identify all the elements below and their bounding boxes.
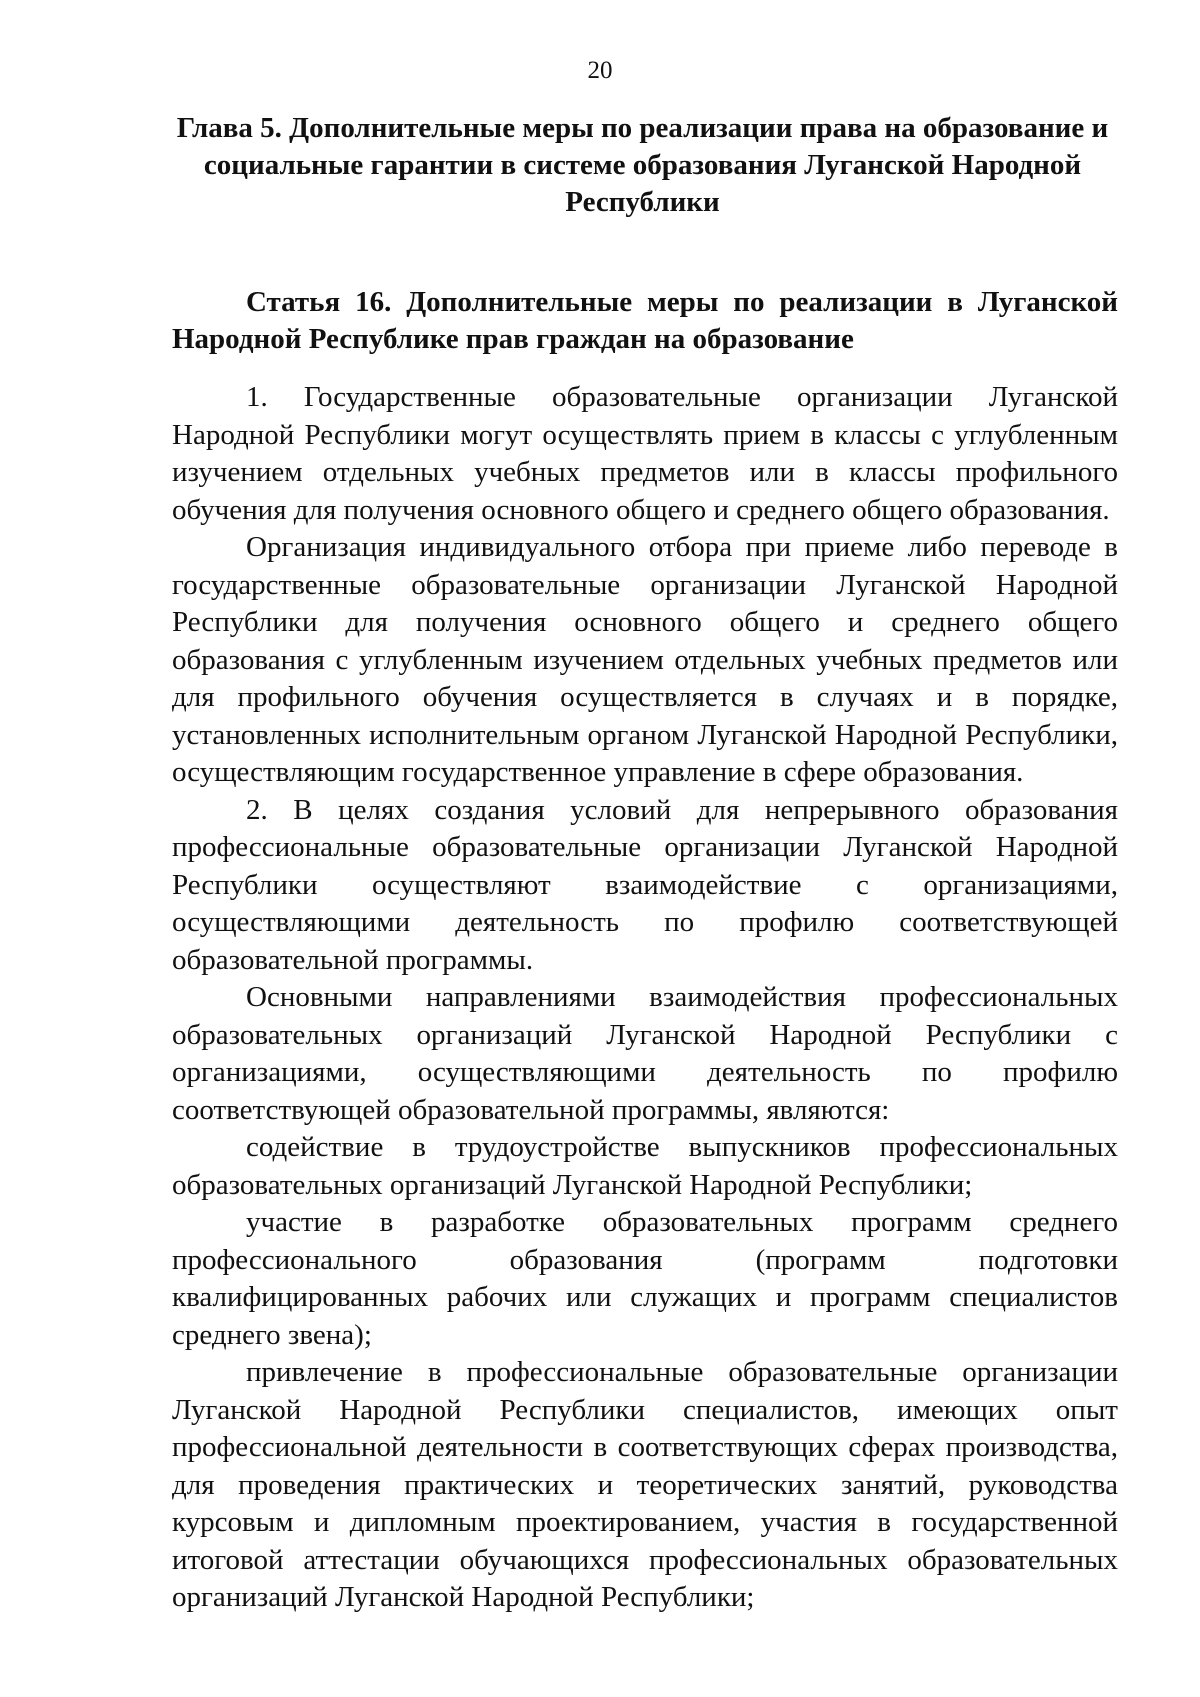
paragraph-6: участие в разработке образовательных программ среднего профессионального образования (программ подготовки квалифицированных рабочих или служащих и программ специалистов среднего звена); bbox=[172, 1206, 1118, 1351]
page-number: 20 bbox=[587, 57, 613, 84]
chapter-title: Глава 5. Дополнительные меры по реализации права на образование и социальные гарантии в системе образования Луганской Народной Республики bbox=[176, 112, 1109, 218]
paragraph-2: Организация индивидуального отбора при приеме либо переводе в государственные образовательные организации Луганской Народной Республики для получения основного общего и среднего общего образования с углубленным изучением отдельных учебных предметов или для профильного обучения осуществляется в случаях и в порядке, установленных исполнительным органом Луганской Народной Республики, осуществляющим государственное управление в сфере образования. bbox=[172, 531, 1118, 788]
paragraph-7: привлечение в профессиональные образовательные организации Луганской Народной Республики специалистов, имеющих опыт профессиональной деятельности в соответствующих сферах производства, для проведения практических и теоретических занятий, руководства курсовым и дипломным проектированием, участия в государственной итоговой аттестации обучающихся профессиональных образовательных организаций Луганской Народной Республики; bbox=[172, 1356, 1118, 1613]
paragraph-3: 2. В целях создания условий для непрерывного образования профессиональные образовательные организации Луганской Народной Республики осуществляют взаимодействие с организациями, осуществляющими деятельность по профилю соответствующей образовательной программы. bbox=[172, 793, 1118, 976]
paragraph-1: 1. Государственные образовательные организации Луганской Народной Республики могут осуществлять прием в классы с углубленным изучением отдельных учебных предметов или в классы профильного обучения для получения основного общего и среднего общего образования. bbox=[172, 381, 1118, 526]
paragraph-5: содействие в трудоустройстве выпускников профессиональных образовательных организаций Луганской Народной Республики; bbox=[172, 1131, 1118, 1201]
article-body bbox=[172, 379, 1118, 1617]
article-title: Статья 16. Дополнительные меры по реализации в Луганской Народной Республике прав граждан на образование bbox=[172, 286, 1118, 355]
paragraph-4: Основными направлениями взаимодействия профессиональных образовательных организаций Луганской Народной Республики с организациями, осуществляющими деятельность по профилю соответствующей образовательной программы, являются: bbox=[172, 981, 1118, 1126]
